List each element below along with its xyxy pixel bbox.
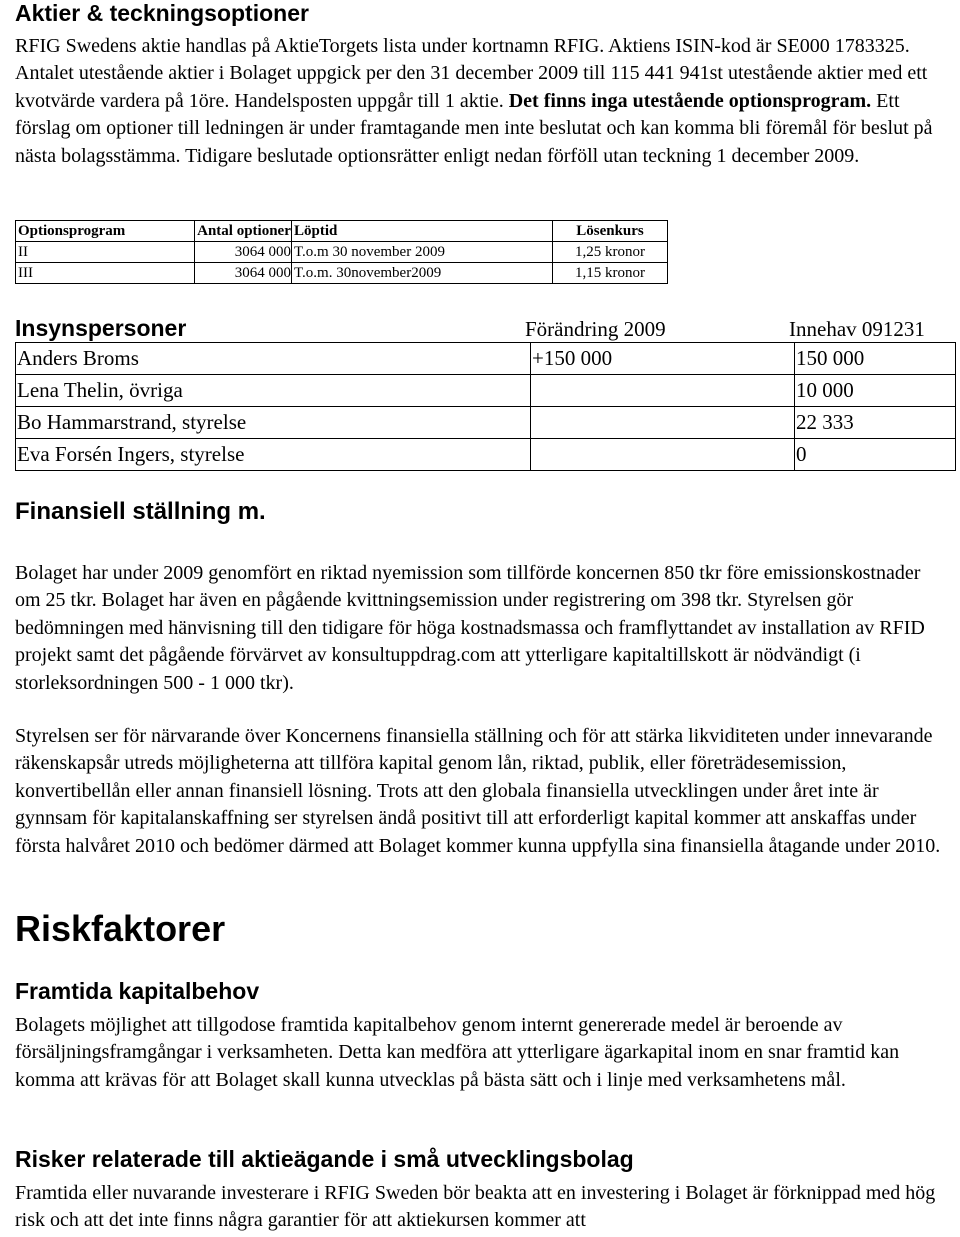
shares-paragraph bbox=[15, 33, 950, 170]
finance-paragraph-1: Bolaget har under 2009 genomfört en riktad nyemission som tillförde koncernen 850 tkr före emissionskostnader om 25 tkr. Bolaget har även en pågående kvittningsemission under registrering om 398 tkr. Styrelsen gör bedömningen med hänvisning till den tidigare för höga kostnadsmassa och framflyttandet av installation av RFID projekt samt det pågående förvärvet av konsultuppdrag.com att ytterligare kapitaltillskott är nödvändigt (i storleksordningen 500 - 1 000 tkr). bbox=[15, 562, 925, 694]
capital-needs-paragraph: Bolagets möjlighet att tillgodose framtida kapitalbehov genom internt genererade medel är beroende av försäljningsframgångar i verksamheten. Detta kan medföra att ytterligare ägarkapital inom en snar framtid kan komma att krävas för att Bolaget skall kunna utvecklas på bästa sätt och i linje med verksamhetens mål. bbox=[15, 1014, 900, 1091]
options-row bbox=[16, 263, 668, 284]
options-table bbox=[15, 220, 668, 284]
insider-holding: 10 000 bbox=[795, 375, 956, 407]
options-cell: 3064 000 bbox=[195, 242, 292, 263]
options-cell: 3064 000 bbox=[195, 263, 292, 284]
options-cell: III bbox=[16, 263, 195, 284]
insider-row bbox=[16, 375, 956, 407]
insider-change bbox=[531, 375, 795, 407]
options-cell: 1,25 kronor bbox=[553, 242, 668, 263]
insider-row bbox=[16, 439, 956, 471]
options-cell: T.o.m 30 november 2009 bbox=[292, 242, 553, 263]
insider-name: Lena Thelin, övriga bbox=[16, 375, 531, 407]
options-cell: 1,15 kronor bbox=[553, 263, 668, 284]
small-company-risk-heading: Risker relaterade till aktieägande i små utvecklingsbolag bbox=[15, 1146, 634, 1172]
insider-row bbox=[16, 343, 956, 375]
insiders-heading: Insynspersoner bbox=[15, 315, 187, 341]
insider-change: +150 000 bbox=[531, 343, 795, 375]
options-header-cell: Löptid bbox=[292, 221, 553, 242]
options-header-cell: Antal optioner bbox=[195, 221, 292, 242]
shares-text-after: Ett förslag om optioner till ledningen är under framtagande men inte beslutat och kan komma bli föremål för beslut på nästa bolagsstämma. Tidigare beslutade optionsrätter enligt nedan förföll utan teckning 1 december 2009. bbox=[15, 89, 933, 167]
insiders-change-header: Förändring 2009 bbox=[525, 317, 666, 341]
shares-heading: Aktier & teckningsoptioner bbox=[15, 0, 309, 26]
insider-name: Eva Forsén Ingers, styrelse bbox=[16, 439, 531, 471]
insider-holding: 0 bbox=[795, 439, 956, 471]
options-cell: II bbox=[16, 242, 195, 263]
insider-row bbox=[16, 407, 956, 439]
insider-holding: 22 333 bbox=[795, 407, 956, 439]
capital-needs-heading: Framtida kapitalbehov bbox=[15, 978, 260, 1004]
shares-text: RFIG Swedens aktie handlas på AktieTorgets lista under kortnamn RFIG. Aktiens ISIN-kod är SE000 1783325. Antalet utestående aktier i Bolaget uppgick per den 31 december 2009 till 115 441 941st utestående aktier med ett kvotvärde vardera på 1öre. Handelsposten uppgår till 1 aktie. bbox=[15, 35, 928, 112]
small-company-risk-paragraph: Framtida eller nuvarande investerare i RFIG Sweden bör beakta att en investering i Bolaget är förknippad med hög risk och att det inte finns några garantier för att aktiekursen kommer att bbox=[15, 1182, 936, 1232]
options-row bbox=[16, 242, 668, 263]
options-header-cell: Optionsprogram bbox=[16, 221, 195, 242]
insider-name: Bo Hammarstrand, styrelse bbox=[16, 407, 531, 439]
finance-paragraph-2: Styrelsen ser för närvarande över Koncernens finansiella ställning och för att stärka likviditeten under innevarande räkenskapsår utreds möjligheterna att tillföra kapital genom lån, riktad, publik, eller företrädesemission, konvertibellån eller annan finansiell lösning. Trots att den globala finansiella utvecklingen under året inte är gynnsam för kapitalanskaffning ser styrelsen ändå positivt till att erforderligt kapital kommer att anskaffas under första halvåret 2010 och bedömer därmed att Bolaget kommer kunna uppfylla sina finansiella åtagande under 2010. bbox=[15, 725, 941, 857]
insider-holding: 150 000 bbox=[795, 343, 956, 375]
insider-change bbox=[531, 439, 795, 471]
options-cell: T.o.m. 30november2009 bbox=[292, 263, 553, 284]
insider-change bbox=[531, 407, 795, 439]
risk-heading: Riskfaktorer bbox=[15, 908, 226, 949]
insiders-table bbox=[15, 342, 956, 471]
finance-heading: Finansiell ställning m. bbox=[15, 498, 266, 525]
shares-bold-text: Det finns inga utestående optionsprogram. bbox=[508, 89, 872, 112]
options-header-cell: Lösenkurs bbox=[553, 221, 668, 242]
options-header-row bbox=[16, 221, 668, 242]
insiders-holding-header: Innehav 091231 bbox=[789, 317, 925, 341]
insider-name: Anders Broms bbox=[16, 343, 531, 375]
